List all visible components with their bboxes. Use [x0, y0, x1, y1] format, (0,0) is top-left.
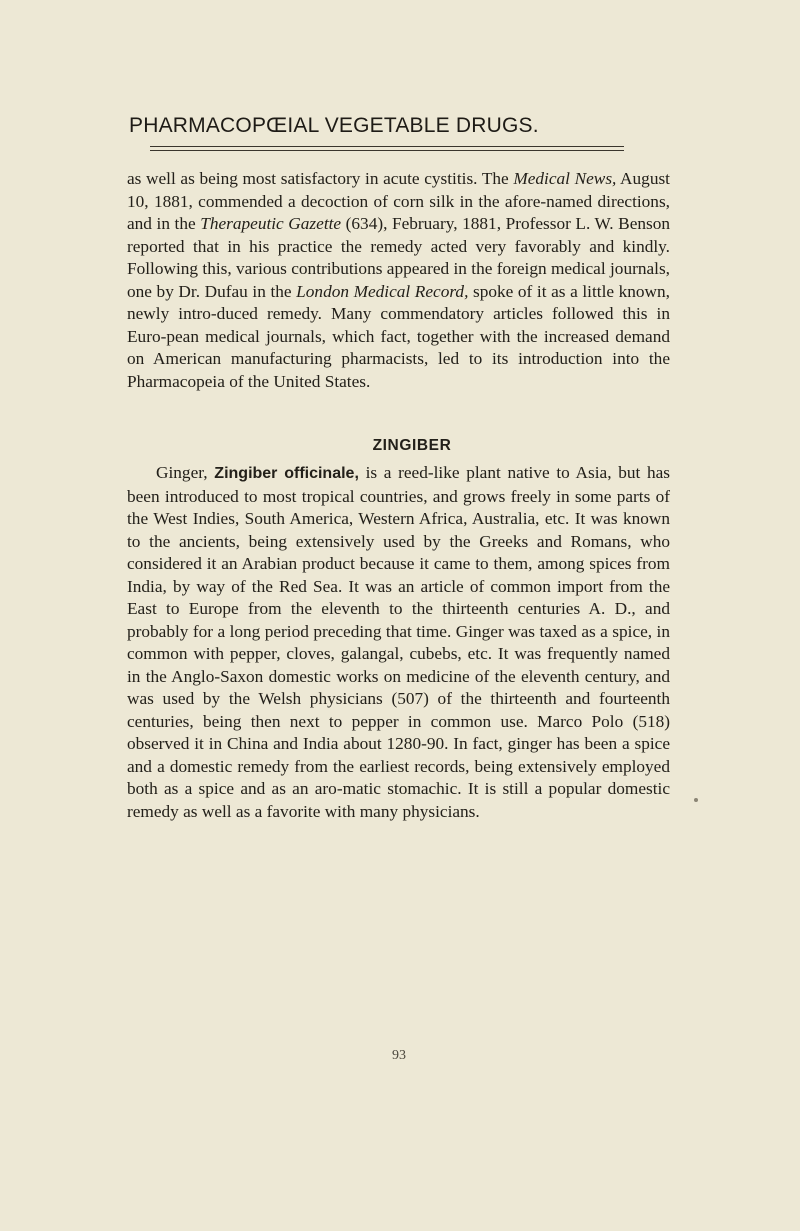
journal-title-therapeutic-gazette: Therapeutic Gazette — [200, 214, 342, 233]
botanical-name: Zingiber officinale, — [214, 465, 359, 482]
page-number: 93 — [392, 1048, 406, 1063]
p1-text-a: as well as being most satisfactory in acute cystitis. The — [127, 169, 514, 188]
journal-title-medical-news: Medical News, — [513, 169, 617, 188]
p1-text-c: (634), February, 1881, Professor L. W. Benson reported that in his practice the remedy acted very favorably and kindly. Following this, various contributions appeared in the foreign medical journals, one by Dr. Dufau in the — [127, 214, 671, 301]
header-rule-upper — [150, 146, 624, 147]
running-head: PHARMACOPŒIAL VEGETABLE DRUGS. — [129, 114, 539, 137]
paper-speck — [694, 798, 698, 802]
paragraph-corn-silk — [127, 168, 670, 393]
p1-text-d: spoke of it as a little known, newly intro-duced remedy. Many commendatory articles followed this in Euro-pean medical journals, which fact, together with the increased demand on American manufacturing pharmacists, led to its introduction into the Pharmacopeia of the United States. — [127, 281, 671, 391]
paragraph-ginger — [127, 462, 670, 823]
journal-title-london-medical-record: London Medical Record, — [296, 281, 469, 301]
p1-text-b: August 10, 1881, commended a decoction of corn silk in the afore-named directions, and in the — [127, 169, 670, 233]
header-rule-lower — [150, 150, 624, 151]
p2-lead: Ginger, — [156, 463, 215, 482]
section-heading-zingiber: ZINGIBER — [372, 437, 452, 454]
p2-body: is a reed-like plant native to Asia, but has been introduced to most tropical countries, and grows freely in some parts of the West Indies, South America, Western Africa, Australia, etc. It was known to the ancients, being extensively used by the Greeks and Romans, who considered it an Arabian product because it came to them, among spices from India, by way of the Red Sea. It was an article of common import from the East to Europe from the eleventh to the thirteenth centuries A. D., and probably for a long period preceding that time. Ginger was taxed as a spice, in common with pepper, cloves, galangal, cubebs, etc. It was frequently named in the Anglo-Saxon domestic works on medicine of the eleventh century, and was used by the Welsh physicians (507) of the thirteenth and fourteenth centuries, being then next to pepper in common use. Marco Polo (518) observed it in China and India about 1280-90. In fact, ginger has been a spice and a domestic remedy from the earliest records, being extensively employed both as a spice and as an aro-matic stomachic. It is still a popular domestic remedy as well as a favorite with many physicians. — [127, 463, 670, 821]
